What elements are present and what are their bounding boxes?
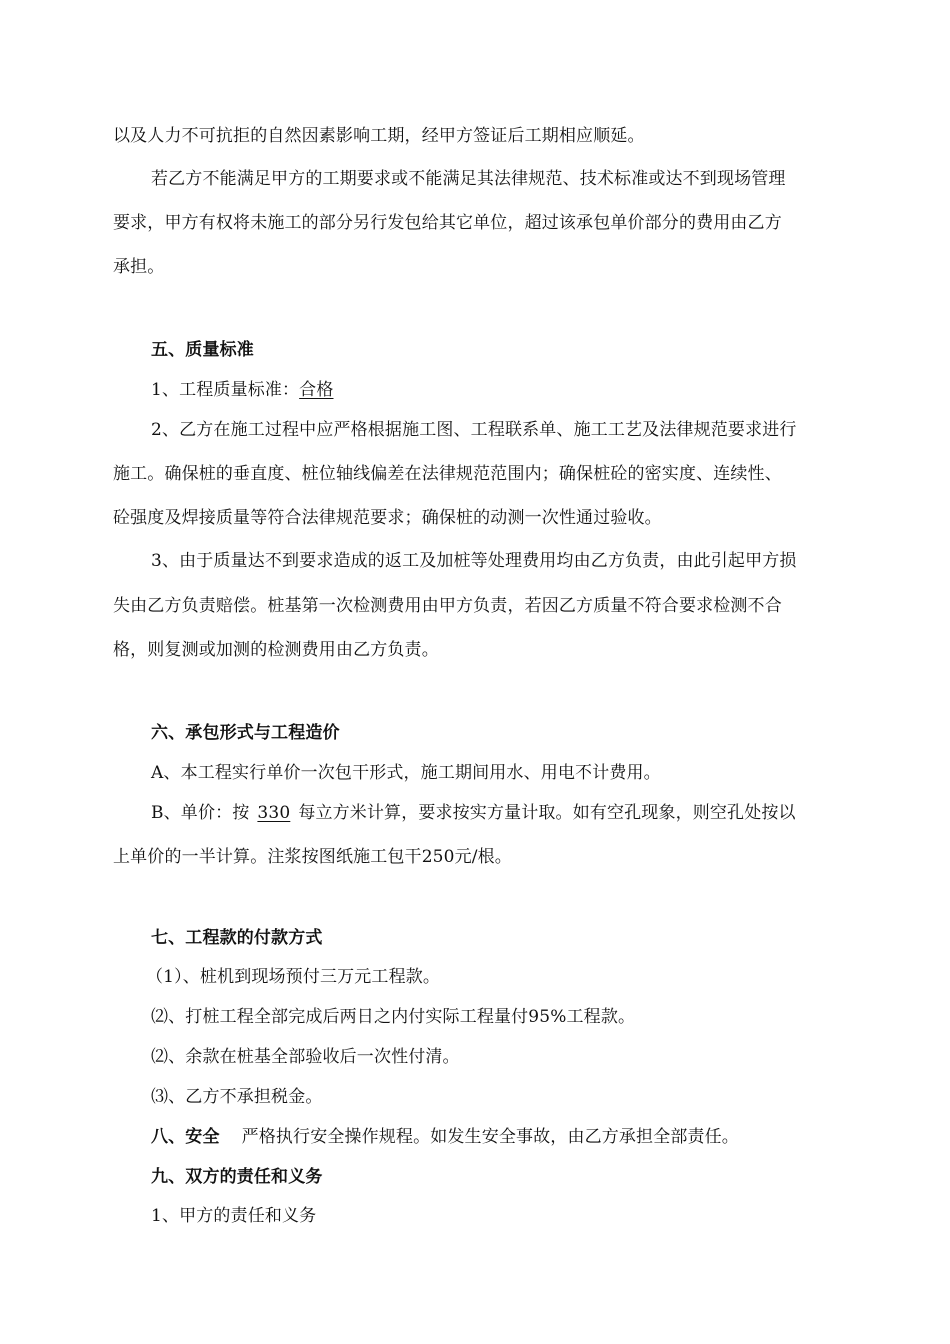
paragraph-line: A、本工程实行单价一次包干形式，施工期间用水、用电不计费用。 bbox=[151, 763, 661, 783]
unit-price-value: 330 bbox=[257, 803, 291, 823]
paragraph-line: 承担。 bbox=[113, 257, 165, 277]
paragraph-line: 2、乙方在施工过程中应严格根据施工图、工程联系单、施工工艺及法律规范要求进行 bbox=[151, 420, 797, 440]
quality-standard-label: 1、工程质量标准： bbox=[151, 380, 300, 400]
section-heading-payment: 七、工程款的付款方式 bbox=[151, 928, 323, 948]
quality-standard-line bbox=[151, 378, 333, 402]
unit-price-prefix: B、单价：按 bbox=[151, 803, 250, 823]
paragraph-line: 以及人力不可抗拒的自然因素影响工期，经甲方签证后工期相应顺延。 bbox=[113, 126, 645, 146]
section-heading-safety: 八、安全 bbox=[151, 1127, 220, 1147]
paragraph-line: 若乙方不能满足甲方的工期要求或不能满足其法律规范、技术标准或达不到现场管理 bbox=[151, 169, 786, 189]
paragraph-line: 上单价的一半计算。注浆按图纸施工包干250元/根。 bbox=[113, 847, 512, 867]
safety-line bbox=[151, 1125, 739, 1149]
section-heading-contract-form: 六、承包形式与工程造价 bbox=[151, 723, 340, 743]
payment-item: ⑵、打桩工程全部完成后两日之内付实际工程量付95%工程款。 bbox=[151, 1007, 636, 1027]
paragraph-line: 3、由于质量达不到要求造成的返工及加桩等处理费用均由乙方负责，由此引起甲方损 bbox=[151, 551, 797, 571]
paragraph-line: 格，则复测或加测的检测费用由乙方负责。 bbox=[113, 640, 439, 660]
paragraph-line: 要求，甲方有权将未施工的部分另行发包给其它单位，超过该承包单价部分的费用由乙方 bbox=[113, 213, 782, 233]
paragraph-line: 1、甲方的责任和义务 bbox=[151, 1206, 317, 1226]
quality-standard-value: 合格 bbox=[299, 380, 334, 400]
paragraph-line: 施工。确保桩的垂直度、桩位轴线偏差在法律规范范围内；确保桩砼的密实度、连续性、 bbox=[113, 464, 782, 484]
paragraph-line: 失由乙方负责赔偿。桩基第一次检测费用由甲方负责，若因乙方质量不符合要求检测不合 bbox=[113, 596, 782, 616]
unit-price-suffix: 每立方米计算，要求按实方量计取。如有空孔现象，则空孔处按以 bbox=[298, 803, 796, 823]
payment-item: ⑶、乙方不承担税金。 bbox=[151, 1087, 323, 1107]
payment-item: ⑵、余款在桩基全部验收后一次性付清。 bbox=[151, 1047, 460, 1067]
unit-price-line bbox=[151, 801, 796, 825]
paragraph-line: 砼强度及焊接质量等符合法律规范要求；确保桩的动测一次性通过验收。 bbox=[113, 508, 662, 528]
section-heading-responsibilities: 九、双方的责任和义务 bbox=[151, 1167, 323, 1187]
payment-item: （1）、桩机到现场预付三万元工程款。 bbox=[146, 967, 441, 987]
section-heading-quality: 五、质量标准 bbox=[151, 340, 254, 360]
safety-text: 严格执行安全操作规程。如发生安全事故，由乙方承担全部责任。 bbox=[241, 1127, 739, 1147]
